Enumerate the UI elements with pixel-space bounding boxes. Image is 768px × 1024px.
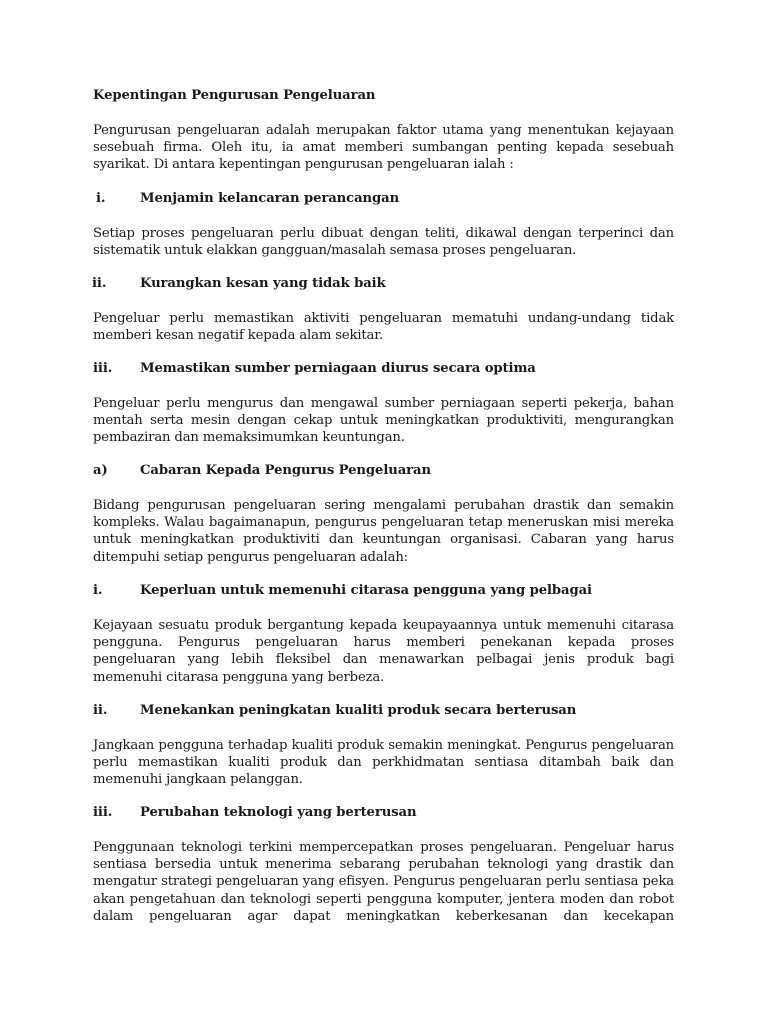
section-number: ii.: [92, 276, 107, 291]
section-number: i.: [93, 583, 103, 598]
section-title: Memastikan sumber perniagaan diurus secara optima: [140, 361, 536, 376]
section-paragraph: Pengeluar perlu memastikan aktiviti pengeluaran mematuhi undang-undang tidak memberi kesan negatif kepada alam sekitar.: [93, 311, 674, 344]
section-title: Kurangkan kesan yang tidak baik: [140, 276, 386, 291]
section-paragraph: Pengeluar perlu mengurus dan mengawal sumber perniagaan seperti pekerja, bahan mentah serta mesin dengan cekap untuk meningkatkan produktiviti, mengurangkan pembaziran dan memaksimumkan keuntungan.: [93, 396, 674, 446]
document-title: Kepentingan Pengurusan Pengeluaran: [93, 88, 376, 103]
section-paragraph: Bidang pengurusan pengeluaran sering mengalami perubahan drastik dan semakin kompleks. Walau bagaimanapun, pengurus pengeluaran tetap meneruskan misi mereka untuk meningkatkan produktiviti dan keuntungan organisasi. Cabaran yang harus ditempuhi setiap pengurus pengeluaran adalah:: [93, 498, 674, 565]
section-title: Menekankan peningkatan kualiti produk secara berterusan: [140, 703, 577, 718]
section-number: iii.: [93, 361, 113, 376]
section-title: Menjamin kelancaran perancangan: [140, 191, 400, 206]
section-paragraph: Jangkaan pengguna terhadap kualiti produk semakin meningkat. Pengurus pengeluaran perlu memastikan kualiti produk dan perkhidmatan sentiasa ditambah baik dan memenuhi jangkaan pelanggan.: [93, 738, 674, 788]
section-paragraph: Kejayaan sesuatu produk bergantung kepada keupayaannya untuk memenuhi citarasa pengguna. Pengurus pengeluaran harus memberi penekanan kepada proses pengeluaran yang lebih fleksibel dan menawarkan pelbagai jenis produk bagi memenuhi citarasa pengguna yang berbeza.: [93, 618, 674, 685]
section-paragraph: Penggunaan teknologi terkini mempercepatkan proses pengeluaran. Pengeluar harus sentiasa bersedia untuk menerima sebarang perubahan teknologi yang drastik dan mengatur strategi pengeluaran yang efisyen. Pengurus pengeluaran perlu sentiasa peka akan pengetahuan dan teknologi seperti pengguna komputer, jentera moden dan robot dalam pengeluaran agar dapat meningkatkan keberkesanan dan kecekapan: [93, 840, 674, 924]
section-title: Cabaran Kepada Pengurus Pengeluaran: [140, 463, 431, 478]
intro-paragraph: Pengurusan pengeluaran adalah merupakan faktor utama yang menentukan kejayaan sesebuah firma. Oleh itu, ia amat memberi sumbangan penting kepada sesebuah syarikat. Di antara kepentingan pengurusan pengeluaran ialah :: [93, 123, 674, 173]
section-title: Perubahan teknologi yang berterusan: [140, 805, 417, 820]
section-paragraph: Setiap proses pengeluaran perlu dibuat dengan teliti, dikawal dengan terperinci dan sistematik untuk elakkan gangguan/masalah semasa proses pengeluaran.: [93, 226, 674, 259]
section-title: Keperluan untuk memenuhi citarasa pengguna yang pelbagai: [140, 583, 592, 598]
section-number: a): [93, 463, 108, 478]
section-number: iii.: [93, 805, 113, 820]
section-number: ii.: [93, 703, 108, 718]
section-number: i.: [96, 191, 106, 206]
